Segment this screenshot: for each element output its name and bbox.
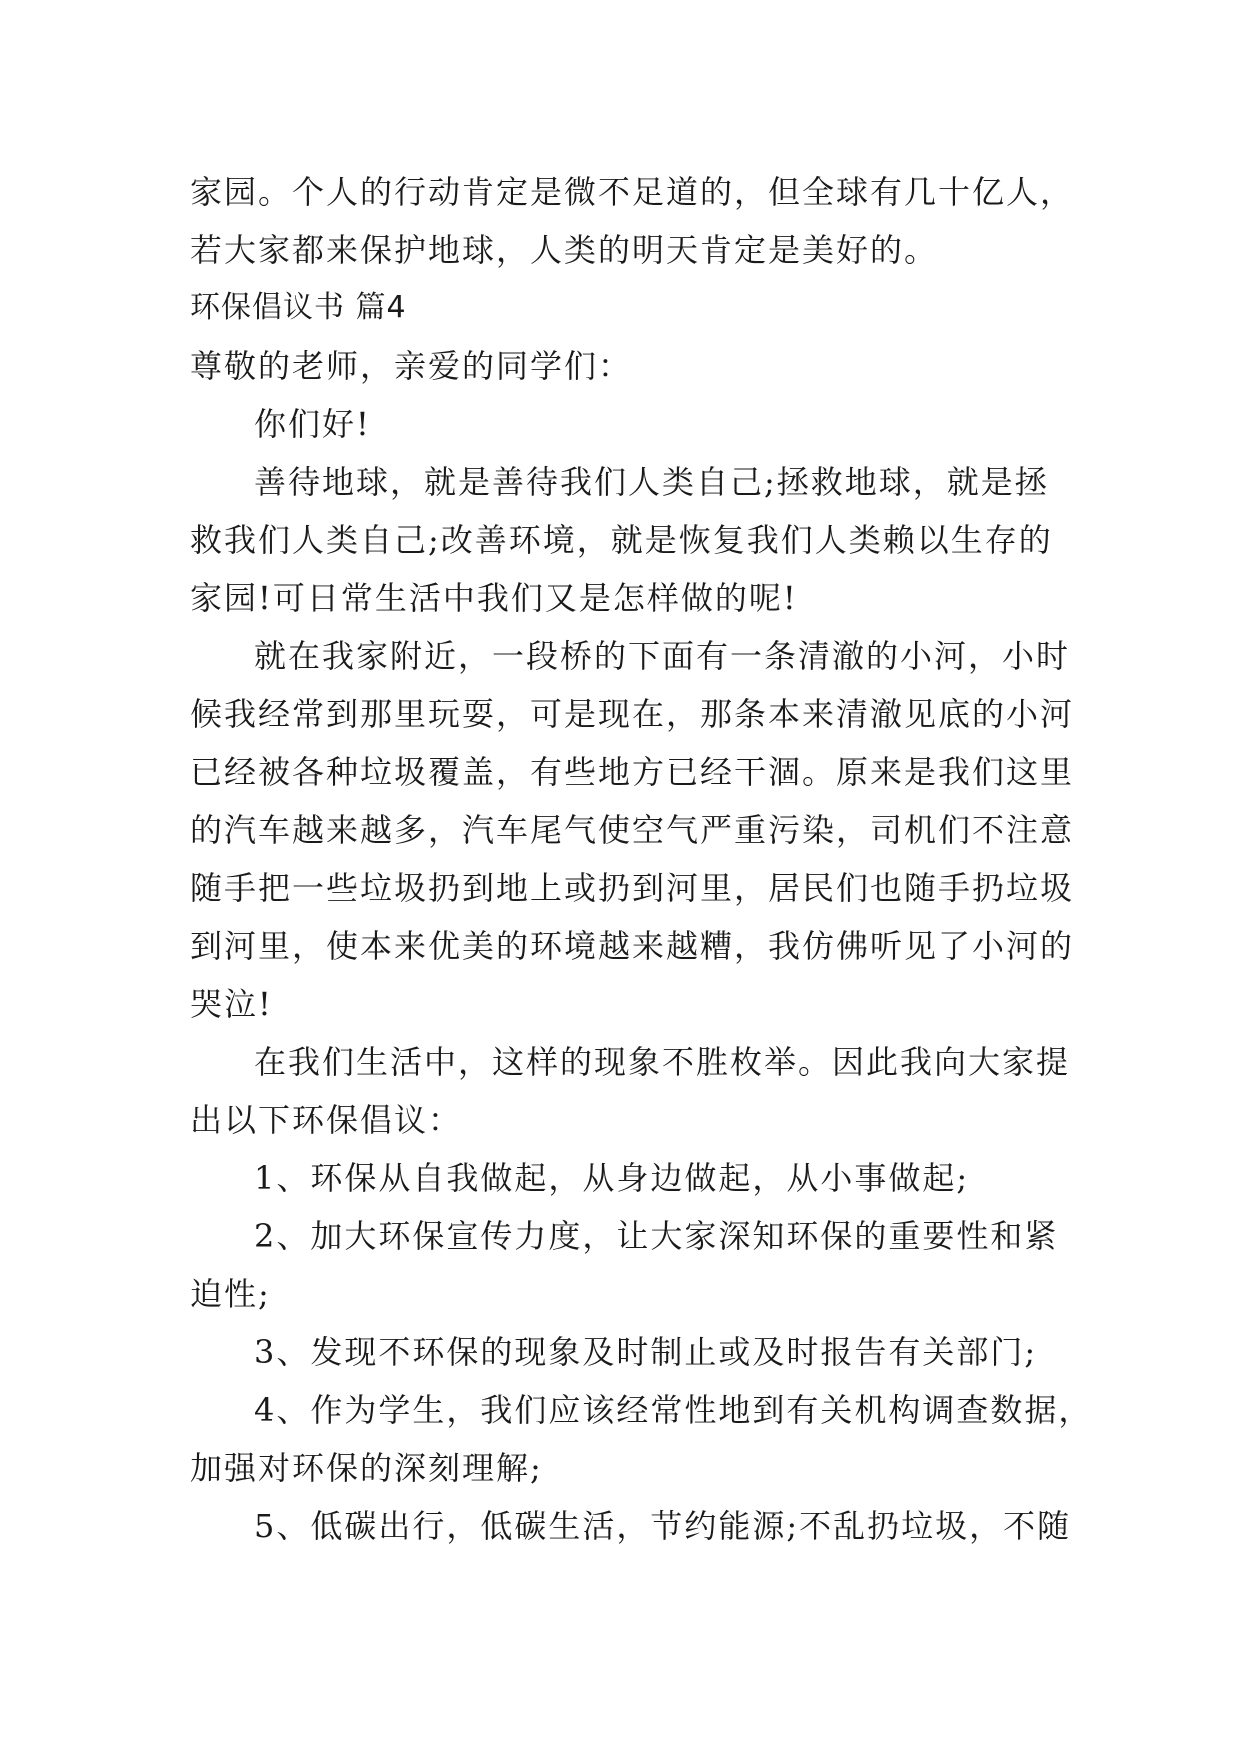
- text-line: 5、低碳出行，低碳生活，节约能源;不乱扔垃圾，不随: [254, 1507, 1072, 1545]
- text-line: 尊敬的老师，亲爱的同学们：: [190, 347, 633, 385]
- text-line: 的汽车越来越多，汽车尾气使空气严重污染，司机们不注意: [190, 811, 1075, 849]
- text-line: 若大家都来保护地球，人类的明天肯定是美好的。: [190, 231, 939, 269]
- text-line: 出以下环保倡议：: [190, 1101, 463, 1139]
- text-line: 哭泣!: [190, 985, 273, 1023]
- text-line: 在我们生活中，这样的现象不胜枚举。因此我向大家提: [254, 1043, 1071, 1081]
- text-line: 3、发现不环保的现象及时制止或及时报告有关部门;: [254, 1333, 1038, 1371]
- text-line: 1、环保从自我做起，从身边做起，从小事做起;: [254, 1159, 970, 1197]
- text-line: 4、作为学生，我们应该经常性地到有关机构调查数据，: [254, 1391, 1093, 1429]
- text-line: 你们好!: [254, 405, 371, 443]
- text-line: 加强对环保的深刻理解;: [190, 1449, 543, 1487]
- section-heading: 环保倡议书 篇4: [190, 290, 407, 325]
- text-line: 到河里，使本来优美的环境越来越糟，我仿佛听见了小河的: [190, 927, 1075, 965]
- text-line: 家园。个人的行动肯定是微不足道的，但全球有几十亿人，: [190, 173, 1075, 211]
- text-line: 就在我家附近，一段桥的下面有一条清澈的小河，小时: [254, 637, 1071, 675]
- text-line: 2、加大环保宣传力度，让大家深知环保的重要性和紧: [254, 1217, 1059, 1255]
- text-line: 已经被各种垃圾覆盖，有些地方已经干涸。原来是我们这里: [190, 753, 1075, 791]
- text-line: 家园!可日常生活中我们又是怎样做的呢!: [190, 579, 798, 617]
- text-line: 救我们人类自己;改善环境，就是恢复我们人类赖以生存的: [190, 521, 1053, 559]
- text-line: 善待地球，就是善待我们人类自己;拯救地球，就是拯: [254, 463, 1049, 501]
- text-line: 迫性;: [190, 1275, 271, 1313]
- text-line: 随手把一些垃圾扔到地上或扔到河里，居民们也随手扔垃圾: [190, 869, 1075, 907]
- text-line: 候我经常到那里玩耍，可是现在，那条本来清澈见底的小河: [190, 695, 1075, 733]
- document-body: [190, 163, 1093, 1555]
